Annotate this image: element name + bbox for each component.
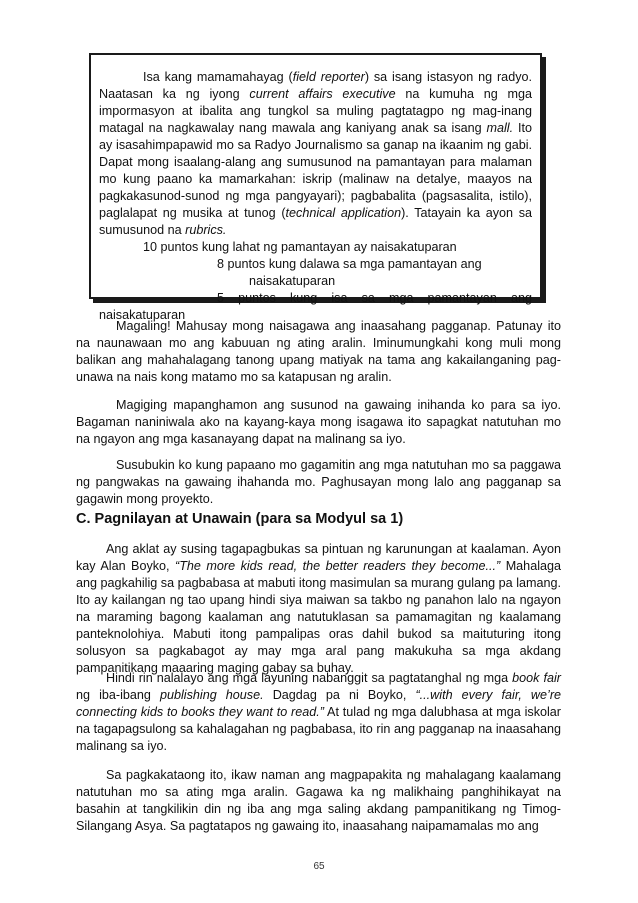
rubric-word: kung [289,291,318,305]
paragraph-text: Hindi rin nalalayo ang mga layuning nabanggit sa pagtatanghal ng mga [106,671,513,685]
paragraph-text: Magiging mapanghamon ang susunod na gawaing inihanda ko para sa iyo. Bagaman naniniwala ako na kayang-kaya mong isagawa ito sapagkat natutuhan mo na ngayon ang mga kasanayang dapat na malinang sa iyo. [76,398,561,446]
paragraph-text: At tulad ng mga dalubhasa at mga iskolar na tagapagsulong sa kahalagahan ng pagbabasa, ito rin ang pagganap na inaasahang malinang sa iyo. [76,705,561,753]
rubric-word: sa [361,291,375,305]
task-text-segment: Ito ay isasahimpapawid mo sa Radyo Journalismo sa ganap na ikaanim ng gabi. Dapat mong isaalang-alang ang sumusunod na pamantayan para malaman mo kung paano ka mamarkahan: iskrip (malinaw na detalye, maayos na pagkakasunod-sunod ng mga pangyayari); pagbabalita (pagsasalita, istilo), paglalapat ng musika at tunog ( [99,121,532,220]
page-number: 65 [313,861,325,872]
task-text-segment: na kumuha ng mga impormasyon at ibalita ang tungkol sa muling pagtatagpo ng mag-inang matagal na nagkawalay nang mawala ang kaniyang anak sa isang [99,87,532,135]
rubric-10-points: 10 puntos kung lahat ng pamantayan ay naisakatuparan [143,240,457,254]
rubric-8-points-cont: naisakatuparan [249,274,336,288]
section-paragraph-3 [76,767,561,835]
rubric-word: 5 [217,291,225,305]
rubric-word: mga [388,291,414,305]
italic-quote: “The more kids read, the better readers they become...” [175,559,501,573]
task-italic-term: current affairs executive [249,87,396,101]
section-heading: C. Pagnilayan at Unawain (para sa Modyul sa 1) [76,511,404,527]
paragraph-text: Dagdag pa ni Boyko, [263,688,416,702]
paragraph-praise [76,318,561,386]
rubric-word: ang [510,291,532,305]
italic-term: publishing house. [160,688,264,702]
paragraph-text: Sa pagkakataong ito, ikaw naman ang magpapakita ng mahalagang kaalamang natutuhan mo sa ating mga aralin. Gagawa ka ng malikhaing panghihikayat na basahin at tangkilikin din ng iba ang mga saling akdang pampanitikang ng Timog-Silangang Asya. Sa pagtatapos ng gawaing ito, inaasahang naipamamalas mo ang [76,768,561,833]
paragraph-text: Susubukin ko kung papaano mo gagamitin ang mga natutuhan mo sa paggawa ng pangwakas na gawaing ihahanda mo. Paghusayan mong lalo ang pagganap sa gagawin mong proyekto. [76,458,561,506]
task-instructions [99,69,532,239]
italic-quote: “...with every fair, we’re connecting kids to books they want to read.” [76,688,562,719]
task-italic-term: rubrics. [185,223,227,237]
section-paragraph-2 [76,670,561,755]
task-italic-term: technical application [285,206,402,220]
rubric-8-points: 8 puntos kung dalawa sa mga pamantayan ang [217,257,482,271]
paragraph-final-task [76,457,561,508]
section-paragraph-1 [76,541,561,677]
task-text-segment: ). Tatayain ka ayon sa sumusunod na [99,206,532,237]
rubric-5-points [99,290,532,307]
rubric-5-points-cont: naisakatuparan [99,308,186,322]
task-italic-term: mall. [486,121,514,135]
task-box [89,53,542,322]
rubric-word: puntos [238,291,276,305]
rubric-word: pamantayan [427,291,497,305]
task-text-segment: Isa kang mamamahayag ( [143,70,293,84]
paragraph-text: ng iba-ibang [76,688,160,702]
paragraph-text: Ang aklat ay susing tagapagbukas sa pintuan ng karunungan at kaalaman. Ayon kay Alan Boyko, [76,542,561,573]
task-text-segment: ) sa isang istasyon ng radyo. Naatasan ka ng iyong [99,70,532,101]
paragraph-challenge [76,397,561,448]
italic-term: book fair [512,671,561,685]
paragraph-text: Mahalaga ang pagkahilig sa pagbabasa at mabuti itong masimulan sa murang gulang pa lamang. Ito ay kailangan ng tao upang hindi siya maiwan sa takbo ng panahon lalo na ngayon na maraming bagong kaalaman ang natutuklasan sa pamamagitan ng kaalamang panteknolohiya. Mabuti itong pampalipas oras dahil bukod sa maituturing itong solusyon sa pagkabagot ay may mga aral pang makukuha sa mga akdang pampanitikang maaaring maging gabay sa buhay. [76,559,562,675]
paragraph-text: Magaling! Mahusay mong naisagawa ang inaasahang pagganap. Patunay ito na naunawaan mo ang kabuuan ng ating aralin. Iminumungkahi kong muli mong balikan ang mahahalagang tanong upang matiyak na tama ang kakailanganing pag-unawa na nais kong matamo mo sa katapusan ng aralin. [76,319,561,384]
rubric-word: isa [331,291,348,305]
task-italic-term: field reporter [292,70,365,84]
